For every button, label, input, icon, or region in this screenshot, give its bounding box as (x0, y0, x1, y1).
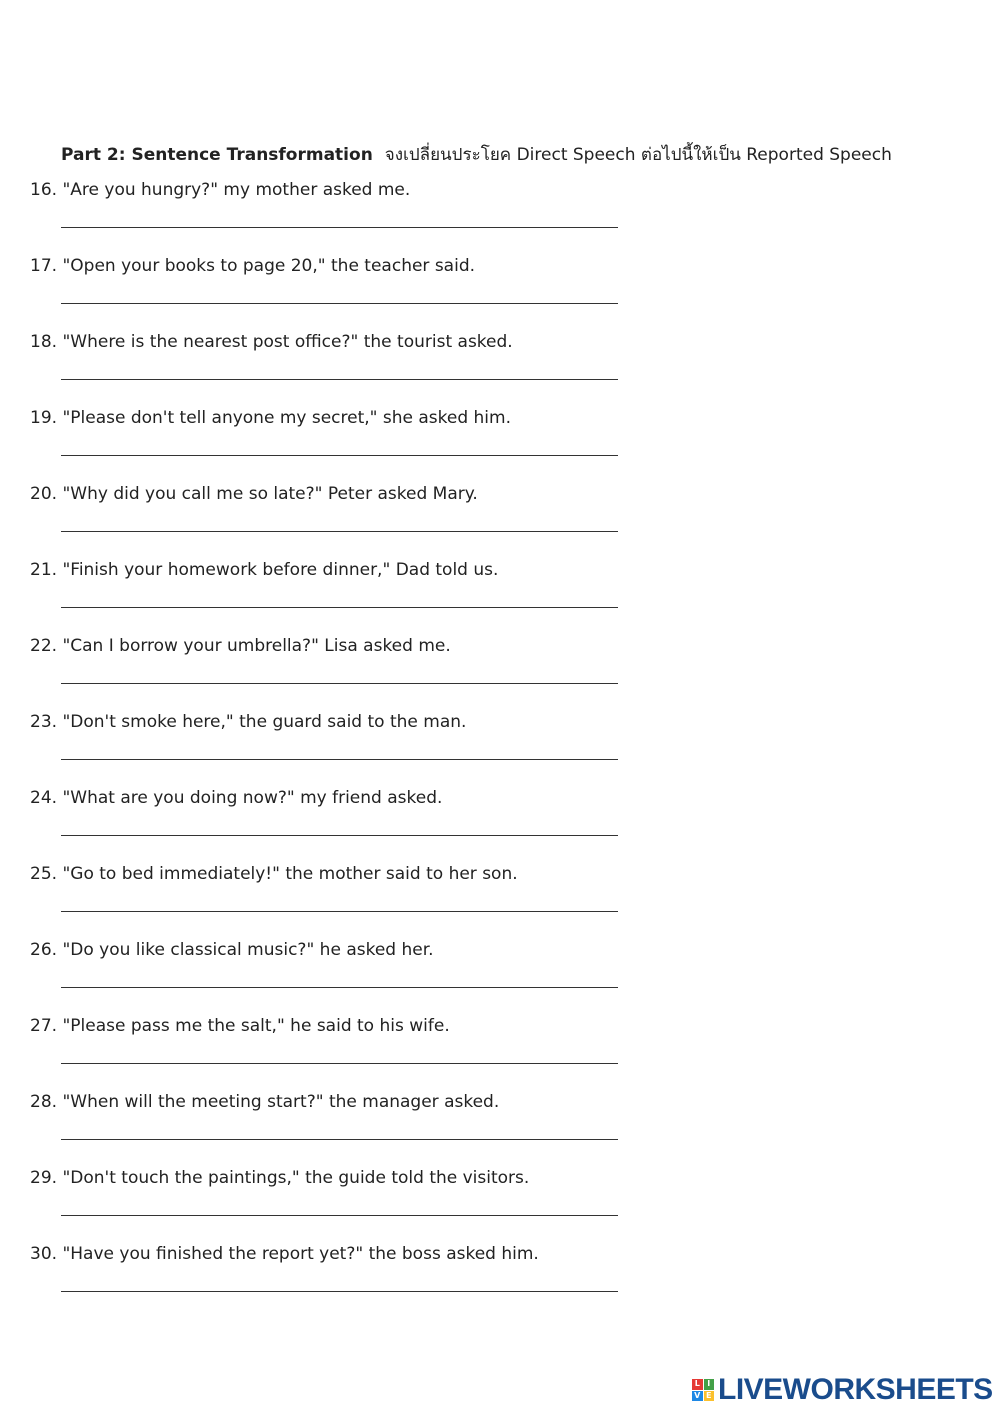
answer-line[interactable] (61, 455, 618, 456)
question-sentence: "When will the meeting start?" the manager asked. (62, 1092, 500, 1112)
logo-mark-square: E (704, 1391, 715, 1402)
logo-mark-square: L (692, 1379, 703, 1390)
logo-wordmark: LIVEWORKSHEETS (718, 1373, 993, 1406)
question-sentence: "Why did you call me so late?" Peter asked Mary. (62, 484, 478, 504)
question-item (30, 939, 730, 1015)
answer-line[interactable] (61, 227, 618, 228)
answer-line[interactable] (61, 987, 618, 988)
question-item (30, 179, 730, 255)
question-text (30, 331, 513, 353)
answer-line[interactable] (61, 759, 618, 760)
question-sentence: "What are you doing now?" my friend asked. (62, 788, 443, 808)
question-sentence: "Open your books to page 20," the teacher said. (62, 256, 476, 276)
question-sentence: "Don't touch the paintings," the guide told the visitors. (62, 1168, 530, 1188)
question-text (30, 863, 518, 885)
question-text (30, 255, 475, 277)
question-item (30, 255, 730, 331)
answer-line[interactable] (61, 1291, 618, 1292)
answer-line[interactable] (61, 303, 618, 304)
instruction-text: จงเปลี่ยนประโยค Direct Speech ต่อไปนี้ให้เป็น Reported Speech (384, 145, 892, 165)
question-text (30, 179, 410, 201)
answer-line[interactable] (61, 1063, 618, 1064)
question-text (30, 1243, 539, 1265)
question-number: 26. (30, 940, 58, 960)
question-sentence: "Have you finished the report yet?" the boss asked him. (62, 1244, 539, 1264)
question-text (30, 1167, 529, 1189)
question-text (30, 1091, 499, 1113)
question-sentence: "Finish your homework before dinner," Dad told us. (62, 560, 499, 580)
question-text (30, 939, 434, 961)
question-sentence: "Are you hungry?" my mother asked me. (62, 180, 411, 200)
answer-line[interactable] (61, 911, 618, 912)
question-sentence: "Where is the nearest post office?" the tourist asked. (62, 332, 513, 352)
question-number: 20. (30, 484, 58, 504)
part-title: Part 2: Sentence Transformation (61, 145, 373, 165)
question-text (30, 787, 442, 809)
question-number: 24. (30, 788, 58, 808)
question-number: 22. (30, 636, 58, 656)
question-text (30, 407, 511, 429)
question-number: 30. (30, 1244, 58, 1264)
question-number: 27. (30, 1016, 58, 1036)
answer-line[interactable] (61, 835, 618, 836)
question-item (30, 1091, 730, 1167)
answer-line[interactable] (61, 607, 618, 608)
question-item (30, 787, 730, 863)
question-sentence: "Do you like classical music?" he asked her. (62, 940, 434, 960)
question-text (30, 635, 451, 657)
question-text (30, 483, 478, 505)
logo-mark-icon (692, 1379, 714, 1401)
question-sentence: "Please pass me the salt," he said to his wife. (62, 1016, 450, 1036)
question-sentence: "Don't smoke here," the guard said to the man. (62, 712, 467, 732)
question-item (30, 1015, 730, 1091)
question-sentence: "Can I borrow your umbrella?" Lisa asked me. (62, 636, 451, 656)
question-text (30, 1015, 450, 1037)
answer-line[interactable] (61, 379, 618, 380)
question-sentence: "Go to bed immediately!" the mother said to her son. (62, 864, 518, 884)
question-item (30, 407, 730, 483)
question-item (30, 559, 730, 635)
answer-line[interactable] (61, 683, 618, 684)
question-number: 16. (30, 180, 58, 200)
question-text (30, 559, 498, 581)
question-sentence: "Please don't tell anyone my secret," she asked him. (62, 408, 511, 428)
logo-mark-square: V (692, 1391, 703, 1402)
answer-line[interactable] (61, 1215, 618, 1216)
question-number: 17. (30, 256, 58, 276)
question-number: 21. (30, 560, 58, 580)
question-number: 25. (30, 864, 58, 884)
question-item (30, 635, 730, 711)
liveworksheets-logo (692, 1374, 993, 1406)
question-number: 29. (30, 1168, 58, 1188)
answer-line[interactable] (61, 531, 618, 532)
question-number: 23. (30, 712, 58, 732)
question-number: 19. (30, 408, 58, 428)
question-item (30, 1243, 730, 1319)
question-item (30, 1167, 730, 1243)
question-text (30, 711, 466, 733)
question-number: 28. (30, 1092, 58, 1112)
question-item (30, 711, 730, 787)
question-item (30, 863, 730, 939)
logo-mark-square: I (704, 1379, 715, 1390)
question-number: 18. (30, 332, 58, 352)
question-item (30, 483, 730, 559)
answer-line[interactable] (61, 1139, 618, 1140)
question-item (30, 331, 730, 407)
